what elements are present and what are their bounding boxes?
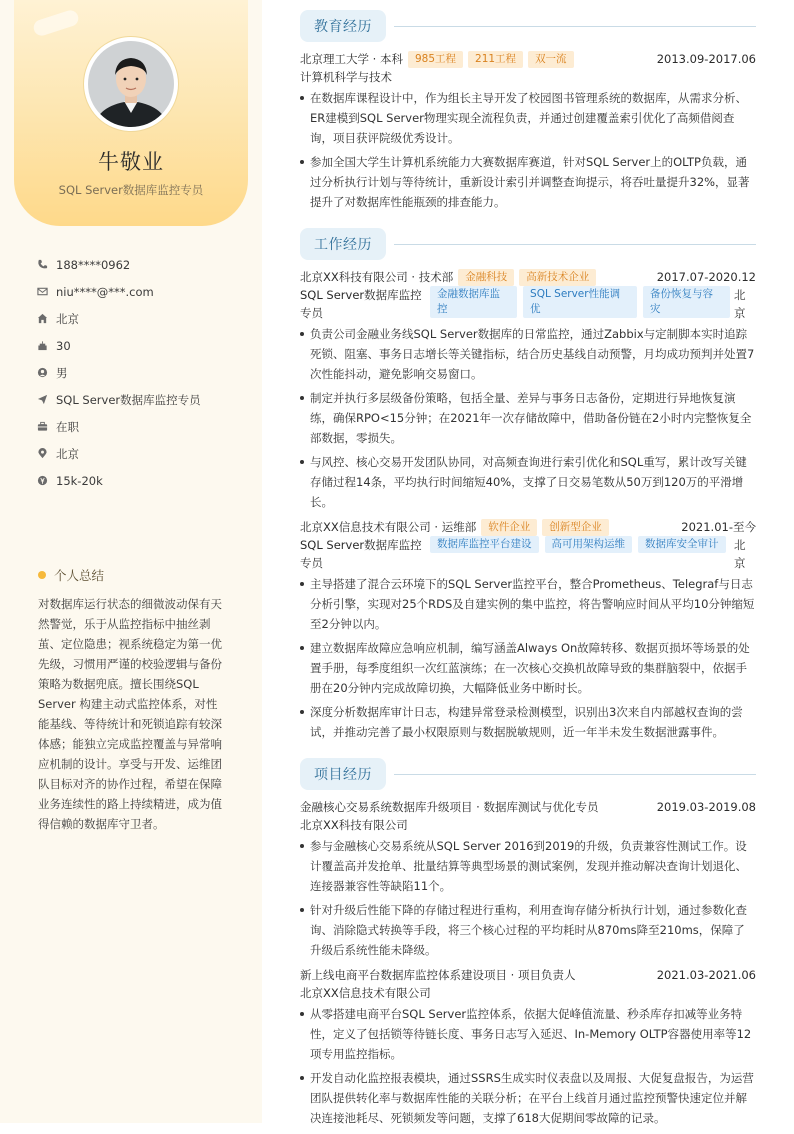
skill-tag: 数据库监控平台建设 bbox=[430, 536, 539, 553]
project-name: 新上线电商平台数据库监控体系建设项目 · 项目负责人 bbox=[300, 968, 576, 982]
list-item: 制定并执行多层级备份策略，包括全量、差异与事务日志备份，定期进行异地恢复演练，确保RPO<15分钟；在2021年一次存储故障中，借助备份链在2小时内完整恢复全部数据，零损失。 bbox=[300, 388, 756, 448]
list-item: 参与金融核心交易系统从SQL Server 2016到2019的升级，负责兼容性测试工作。设计覆盖高并发抢单、批量结算等典型场景的测试案例，发现并推动解决查询计划退化、连接器兼容性等缺陷11个。 bbox=[300, 836, 756, 896]
section-divider bbox=[394, 26, 756, 27]
major: 计算机科学与技术 bbox=[300, 70, 392, 84]
contact-salary bbox=[36, 467, 201, 494]
job-bullets bbox=[300, 574, 756, 742]
contact-age bbox=[36, 332, 201, 359]
project-date: 2019.03-2019.08 bbox=[656, 800, 756, 814]
list-item: 负责公司金融业务线SQL Server数据库的日常监控，通过Zabbix与定制脚本实时追踪死锁、阻塞、事务日志增长等关键指标，结合历史基线自动预警，月均成功预判并处置7次性能抖动，避免影响交易窗口。 bbox=[300, 324, 756, 384]
briefcase-icon bbox=[36, 421, 48, 433]
project-org: 北京XX信息技术有限公司 bbox=[300, 986, 431, 1000]
summary-text: 对数据库运行状态的细微波动保有天然警觉，乐于从监控指标中抽丝剥茧、定位隐患；视系统稳定为第一优先级，习惯用严谨的校验逻辑与备份策略为数据兜底。擅长围绕SQL Server 构建主动式监控体系，对性能基线、等待统计和死锁追踪有较深体感；能独立完成监控覆盖与异常响应机制的设计。享受与开发、运维团队目标对齐的协作过程，希望在保障业务连续性的路上持续精进，成为值得信赖的数据库守卫者。 bbox=[38, 597, 222, 831]
project-bullets bbox=[300, 836, 756, 960]
job-location: 北京 bbox=[734, 538, 746, 570]
main-content bbox=[300, 10, 756, 1134]
company-tag: 软件企业 bbox=[481, 519, 537, 536]
candidate-title: SQL Server数据库监控专员 bbox=[58, 183, 204, 197]
project-date: 2021.03-2021.06 bbox=[656, 968, 756, 982]
money-icon bbox=[36, 475, 48, 487]
section-divider bbox=[394, 774, 756, 775]
phone-icon bbox=[36, 259, 48, 271]
list-item: 参加全国大学生计算机系统能力大赛数据库赛道，针对SQL Server上的OLTP负载，通过分析执行计划与等待统计，重新设计索引并调整查询提示，将吞吐量提升32%，显著提升了对数据库性能瓶颈的排查能力。 bbox=[300, 152, 756, 212]
contact-home bbox=[36, 305, 201, 332]
skill-tag: 高可用架构运维 bbox=[545, 536, 633, 553]
company-name: 北京XX科技有限公司 · 技术部 bbox=[300, 270, 454, 284]
school-tag: 双一流 bbox=[528, 51, 574, 68]
contact-value: 在职 bbox=[56, 419, 79, 434]
contact-value: niu****@***.com bbox=[56, 284, 154, 299]
contact-value: 30 bbox=[56, 338, 71, 353]
section-heading: 工作经历 bbox=[300, 228, 386, 260]
contact-value: 男 bbox=[56, 365, 68, 380]
sidebar bbox=[0, 0, 262, 1123]
section-heading: 项目经历 bbox=[300, 758, 386, 790]
contact-value: SQL Server数据库监控专员 bbox=[56, 392, 201, 407]
section-work bbox=[300, 228, 756, 260]
contact-city bbox=[36, 440, 201, 467]
contact-phone bbox=[36, 251, 201, 278]
contact-list bbox=[36, 251, 201, 494]
contact-email bbox=[36, 278, 201, 305]
list-item: 在数据库课程设计中，作为组长主导开发了校园图书管理系统的数据库，从需求分析、ER建模到SQL Server物理实现全流程负责，并通过创建覆盖索引优化了高频借阅查询，项目获评院级优秀设计。 bbox=[300, 88, 756, 148]
section-education bbox=[300, 10, 756, 42]
job-location: 北京 bbox=[734, 288, 746, 320]
project-header bbox=[300, 798, 756, 816]
list-item: 与风控、核心交易开发团队协同，对高频查询进行索引优化和SQL重写，累计改写关键存储过程14条，平均执行时间缩短40%，支撑了日交易笔数从50万到120万的平滑增长。 bbox=[300, 452, 756, 512]
list-item: 针对升级后性能下降的存储过程进行重构，利用查询存储分析执行计划，通过参数化查询、消除隐式转换等手段，将三个核心过程的平均耗时从870ms降至210ms，保障了升级后系统性能未降级。 bbox=[300, 900, 756, 960]
job-role: SQL Server数据库监控专员 bbox=[300, 538, 422, 570]
contact-status bbox=[36, 413, 201, 440]
job-bullets bbox=[300, 324, 756, 512]
mail-icon bbox=[36, 286, 48, 298]
company-name: 北京XX信息技术有限公司 · 运维部 bbox=[300, 520, 477, 534]
skill-tag: SQL Server性能调优 bbox=[523, 286, 637, 318]
contact-value: 15k-20k bbox=[56, 473, 103, 488]
contact-value: 188****0962 bbox=[56, 257, 131, 272]
school-tag: 211工程 bbox=[468, 51, 523, 68]
project-org: 北京XX科技有限公司 bbox=[300, 818, 408, 832]
section-projects bbox=[300, 758, 756, 790]
skill-tag: 金融数据库监控 bbox=[430, 286, 517, 318]
education-bullets bbox=[300, 88, 756, 212]
contact-gender bbox=[36, 359, 201, 386]
list-item: 深度分析数据库审计日志，构建异常登录检测模型，识别出3次来自内部越权查询的尝试，并推动完善了最小权限原则与数据脱敏规则，近一年半未发生数据泄露事件。 bbox=[300, 702, 756, 742]
summary-heading bbox=[38, 566, 104, 584]
job-date: 2017.07-2020.12 bbox=[656, 270, 756, 284]
job-role-row bbox=[300, 536, 756, 572]
list-item: 开发自动化监控报表模块，通过SSRS生成实时仪表盘以及周报、大促复盘报告，为运营团队提供转化率与数据库性能的关联分析；在平台上线首月通过监控预警快速定位并解决连接池耗尽、死锁频发等问题，支撑了618大促期间零故障的记录。 bbox=[300, 1068, 756, 1128]
school-tag: 985工程 bbox=[408, 51, 463, 68]
avatar bbox=[84, 37, 178, 131]
company-tag: 金融科技 bbox=[458, 269, 514, 286]
project-header bbox=[300, 966, 756, 984]
cake-icon bbox=[36, 340, 48, 352]
contact-value: 北京 bbox=[56, 446, 79, 461]
skill-tag: 数据库安全审计 bbox=[638, 536, 726, 553]
summary-heading-text: 个人总结 bbox=[54, 568, 105, 583]
avatar-photo-icon bbox=[88, 41, 174, 127]
skill-tag: 备份恢复与容灾 bbox=[643, 286, 730, 318]
company-tag: 高新技术企业 bbox=[519, 269, 596, 286]
job-date: 2021.01-至今 bbox=[681, 520, 756, 534]
list-item: 主导搭建了混合云环境下的SQL Server监控平台，整合Prometheus、Telegraf与日志分析引擎，实现对25个RDS及自建实例的集中监控，将告警响应时间从平均10分钟缩短至2分钟以内。 bbox=[300, 574, 756, 634]
education-date: 2013.09-2017.06 bbox=[656, 52, 756, 66]
job-header bbox=[300, 268, 756, 286]
send-icon bbox=[36, 394, 48, 406]
school-name: 北京理工大学 · 本科 bbox=[300, 52, 403, 66]
list-item: 建立数据库故障应急响应机制，编写涵盖Always On故障转移、数据页损坏等场景的处置手册，每季度组织一次红蓝演练；在一次核心交换机故障导致的集群脑裂中，依据手册在20分钟内完成故障切换，大幅降低业务中断时长。 bbox=[300, 638, 756, 698]
project-bullets bbox=[300, 1004, 756, 1128]
list-item: 从零搭建电商平台SQL Server监控体系，依据大促峰值流量、秒杀库存扣减等业务特性，定义了包括锁等待链长度、事务日志写入延迟、In-Memory OLTP容器使用率等12项专用监控指标。 bbox=[300, 1004, 756, 1064]
company-tag: 创新型企业 bbox=[542, 519, 609, 536]
job-header bbox=[300, 518, 756, 536]
education-header bbox=[300, 50, 756, 68]
job-role: SQL Server数据库监控专员 bbox=[300, 288, 422, 320]
contact-job bbox=[36, 386, 201, 413]
gender-icon bbox=[36, 367, 48, 379]
candidate-name: 牛敬业 bbox=[98, 150, 164, 174]
contact-value: 北京 bbox=[56, 311, 79, 326]
home-icon bbox=[36, 313, 48, 325]
section-divider bbox=[394, 244, 756, 245]
bullet-dot-icon bbox=[38, 571, 46, 579]
location-icon bbox=[36, 448, 48, 460]
section-heading: 教育经历 bbox=[300, 10, 386, 42]
job-role-row bbox=[300, 286, 756, 322]
project-name: 金融核心交易系统数据库升级项目 · 数据库测试与优化专员 bbox=[300, 800, 599, 814]
